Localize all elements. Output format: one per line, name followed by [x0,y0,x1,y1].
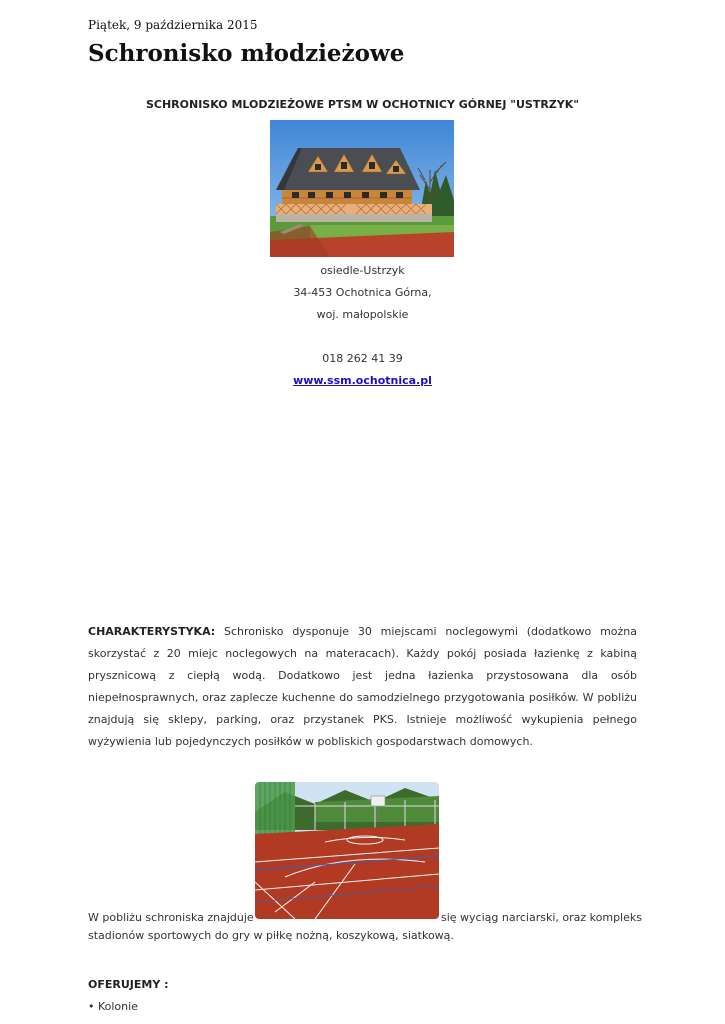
description-label: CHARAKTERYSTYKA: [88,625,216,638]
nearby-text-line2: stadionów sportowych do gry w piłkę nożną, koszykową, siatkową. [88,929,454,942]
nearby-text-start: W pobliżu schroniska znajduje [88,911,254,924]
hostel-photo [270,120,454,257]
page-title: Schronisko młodzieżowe [88,40,405,67]
website-line [88,374,637,387]
address-line-3: woj. małopolskie [316,308,409,321]
offer-item: • Kolonie [88,1000,138,1013]
address-line-2: 34-453 Ochotnica Górna, [293,286,432,299]
nearby-text-continued: się wyciąg narciarski, oraz kompleks [441,911,642,924]
sports-court-photo [255,782,439,919]
description-text: Schronisko dysponuje 30 miejscami noclegowymi (dodatkowo można skorzystać z 20 miejc noclegowych na materacach). Każdy pokój posiada łazienkę z kabiną prysznicową z ciepłą wodą. Dodatkowo jest jedna łazienka przystosowana dla osób niepełnosprawnych, oraz zaplecze kuchenne do samodzielnego przygotowania posiłków. W pobliżu znajdują się sklepy, parking, oraz przystanek PKS. Istnieje możliwość wykupienia pełnego wyżywienia lub pojedynczych posiłków w pobliskich gospodarstwach domowych. [88,625,637,748]
website-link[interactable]: www.ssm.ochotnica.pl [293,374,432,387]
address-line-1: osiedle-Ustrzyk [320,264,405,277]
page-date: Piątek, 9 października 2015 [88,18,258,32]
offer-heading: OFERUJEMY : [88,978,169,991]
phone-number: 018 262 41 39 [322,352,403,365]
hostel-heading: SCHRONISKO MLODZIEŻOWE PTSM W OCHOTNICY GÓRNEJ "USTRZYK" [145,98,579,111]
description-paragraph [88,621,637,753]
